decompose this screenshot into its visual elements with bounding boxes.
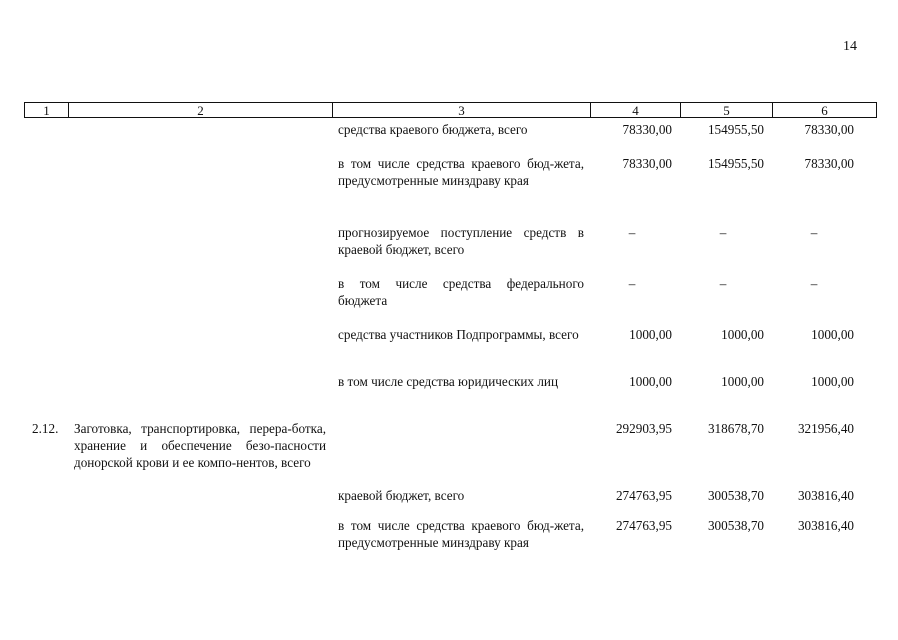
funding-source: в том числе средства федерального бюджета	[338, 276, 584, 308]
value-col-5: 154955,50	[707, 156, 764, 171]
page-number: 14	[843, 39, 857, 54]
value-col-6: –	[810, 225, 818, 240]
value-col-4: 1000,00	[629, 327, 672, 342]
value-col-6: –	[810, 276, 818, 291]
value-col-5: 318678,70	[707, 421, 764, 436]
funding-source: краевой бюджет, всего	[338, 488, 465, 503]
value-col-4: 78330,00	[622, 122, 672, 137]
funding-source: в том числе средства краевого бюд-жета, предусмотренные минздраву края	[338, 518, 584, 550]
value-col-4: 274763,95	[615, 518, 672, 533]
value-col-6: 303816,40	[797, 518, 854, 533]
header-col-2: 2	[69, 103, 333, 117]
value-col-6: 321956,40	[797, 421, 854, 436]
table-header-row	[24, 102, 877, 118]
header-col-3: 3	[333, 103, 591, 117]
funding-source: в том числе средства краевого бюд-жета, предусмотренные минздраву края	[338, 156, 584, 188]
header-col-6: 6	[821, 103, 828, 118]
value-col-6: 303816,40	[797, 488, 854, 503]
item-number: 2.12.	[32, 421, 59, 436]
value-col-4: 78330,00	[622, 156, 672, 171]
value-col-5: 154955,50	[707, 122, 764, 137]
funding-source: прогнозируемое поступление средств в краевой бюджет, всего	[338, 225, 584, 257]
value-col-5: 300538,70	[707, 488, 764, 503]
funding-source: средства краевого бюджета, всего	[338, 122, 528, 137]
value-col-5: 300538,70	[707, 518, 764, 533]
funding-source: в том числе средства юридических лиц	[338, 374, 559, 389]
header-col-4: 4	[591, 103, 681, 117]
value-col-6: 1000,00	[811, 374, 854, 389]
value-col-5: –	[719, 225, 727, 240]
value-col-4: –	[628, 276, 636, 291]
value-col-4: –	[628, 225, 636, 240]
value-col-4: 274763,95	[615, 488, 672, 503]
value-col-5: 1000,00	[721, 374, 764, 389]
header-col-5: 5	[681, 103, 773, 117]
value-col-5: –	[719, 276, 727, 291]
header-col-1: 1	[25, 103, 69, 117]
value-col-6: 78330,00	[804, 122, 854, 137]
value-col-4: 292903,95	[615, 421, 672, 436]
value-col-6: 1000,00	[811, 327, 854, 342]
value-col-6: 78330,00	[804, 156, 854, 171]
funding-source: средства участников Подпрограммы, всего	[338, 327, 579, 342]
item-name: Заготовка, транспортировка, перера-ботка, хранение и обеспечение безо-пасности донорской крови и ее компо-нентов, всего	[74, 421, 326, 470]
value-col-5: 1000,00	[721, 327, 764, 342]
value-col-4: 1000,00	[629, 374, 672, 389]
